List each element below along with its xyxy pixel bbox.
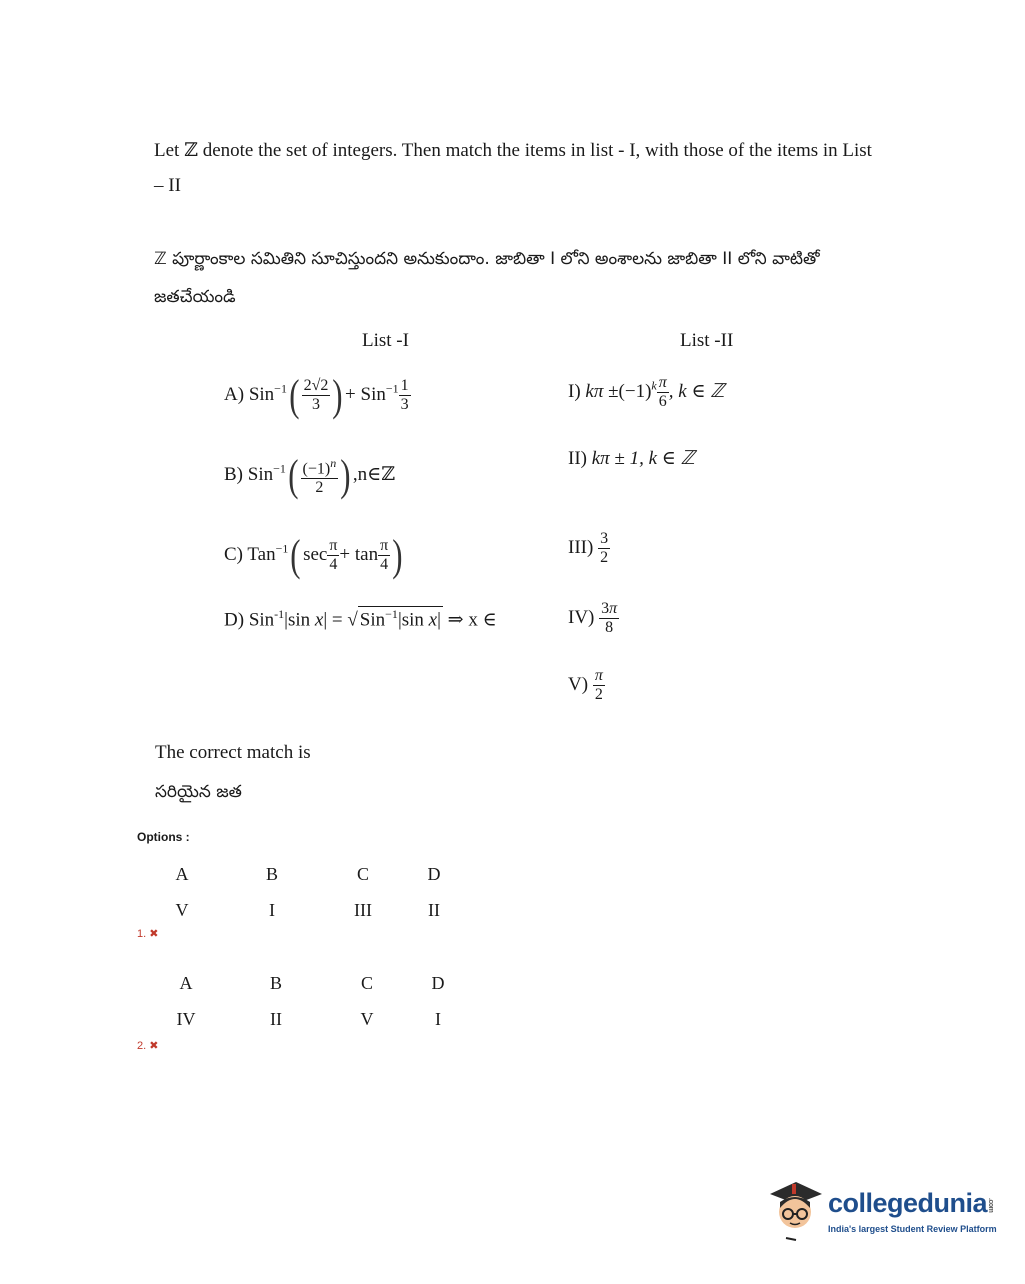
list2-label-iv: IV)	[568, 606, 595, 628]
option-1[interactable]	[162, 864, 462, 934]
option-2-header-b: B	[269, 973, 282, 993]
list2-item-iii: III) $\frac{3}{2}$	[568, 530, 609, 566]
list2-label-iii: III)	[568, 536, 594, 558]
list1-item-b: B) Sin$^{-1}$( $\frac{(-1)^n}{2}$ ) ,n∈ℤ	[224, 451, 396, 500]
option-1-header-c: C	[356, 864, 369, 884]
list2-item-ii	[568, 447, 695, 470]
option-2-value-b: II	[270, 1009, 282, 1029]
option-1-header-d: D	[427, 864, 441, 884]
option-2-value-d: I	[435, 1009, 441, 1029]
list2-label-i: I)	[568, 380, 581, 402]
option-1-value-d: II	[428, 900, 440, 920]
list2-text-ii: kπ ± 1, k ∈ ℤ	[591, 448, 695, 469]
option-1-value-a: V	[175, 900, 189, 920]
brand-name: collegedunia	[828, 1188, 988, 1218]
option-2-value-c: V	[360, 1009, 374, 1029]
option-1-header-b: B	[265, 864, 278, 884]
list1-item-c: C) Tan$^{-1}$( sec $\frac{\pi}{4}$ + tan $\frac{\pi}{4}$ )	[224, 531, 403, 580]
option-1-value-c: III	[354, 900, 372, 920]
list2-title: List -II	[680, 330, 734, 351]
option-1-value-b: I	[269, 900, 275, 920]
list1-label-b: B)	[224, 463, 243, 485]
question-english: Let ℤ denote the set of integers. Then match the items in list - I, with those of the items in List – II	[154, 140, 872, 196]
list2-label-ii: II)	[568, 448, 587, 469]
list2-item-v: V) $\frac{\pi}{2}$	[568, 667, 603, 703]
list2-tail-i: , k ∈ ℤ	[668, 380, 725, 402]
option-2-header-d: D	[431, 973, 445, 993]
list1-tail-d: ⇒ x ∈	[447, 609, 497, 631]
list1-title: List -I	[362, 330, 409, 351]
list1-item-d: D) Sin$^{-1}$|sin x| = √ Sin$^{-1}$|sin x| ⇒ x ∈	[224, 607, 497, 631]
question-telugu: ℤ పూర్ణాంకాల సమితిని సూచిస్తుందని అనుకుందాం. జాబితా I లోని అంశాలను జాబితా II లోని వాటితో జతచేయండి	[154, 249, 820, 307]
list2-label-v: V)	[568, 673, 589, 695]
option-1-header-a: A	[175, 864, 189, 884]
list1-label-d: D)	[224, 609, 245, 631]
options-title: Options :	[137, 830, 190, 844]
option-2-header-c: C	[360, 973, 373, 993]
list1-item-a: A) Sin$^{-1}$( $\frac{2√2}{3}$ ) + Sin$^{-1}$ $\frac{1}{3}$	[224, 371, 409, 420]
brand-tagline: India's largest Student Review Platform	[828, 1224, 997, 1234]
list1-label-a: A)	[224, 383, 245, 405]
option-2-header-a: A	[179, 973, 193, 993]
correct-match-english: The correct match is	[155, 742, 311, 763]
correct-match-telugu: సరియైన జత	[155, 782, 242, 802]
brand-logo[interactable]	[766, 1178, 996, 1248]
option-1-number: 1. ✖	[137, 928, 159, 940]
option-2[interactable]	[166, 973, 466, 1043]
brand-suffix: .com	[987, 1197, 995, 1213]
list2-item-iv: IV) $\frac{3\pi}{8}$	[568, 600, 618, 636]
list1-tail-b: ,n∈ℤ	[352, 463, 396, 485]
option-2-value-a: IV	[176, 1009, 196, 1029]
list1-label-c: C)	[224, 543, 243, 565]
student-mascot-icon	[766, 1178, 824, 1244]
option-2-number: 2. ✖	[137, 1040, 159, 1052]
list2-item-i: I) $k\pi \pm(-1)^k$ $\frac{\pi}{6}$ , k ∈ ℤ	[568, 374, 725, 410]
